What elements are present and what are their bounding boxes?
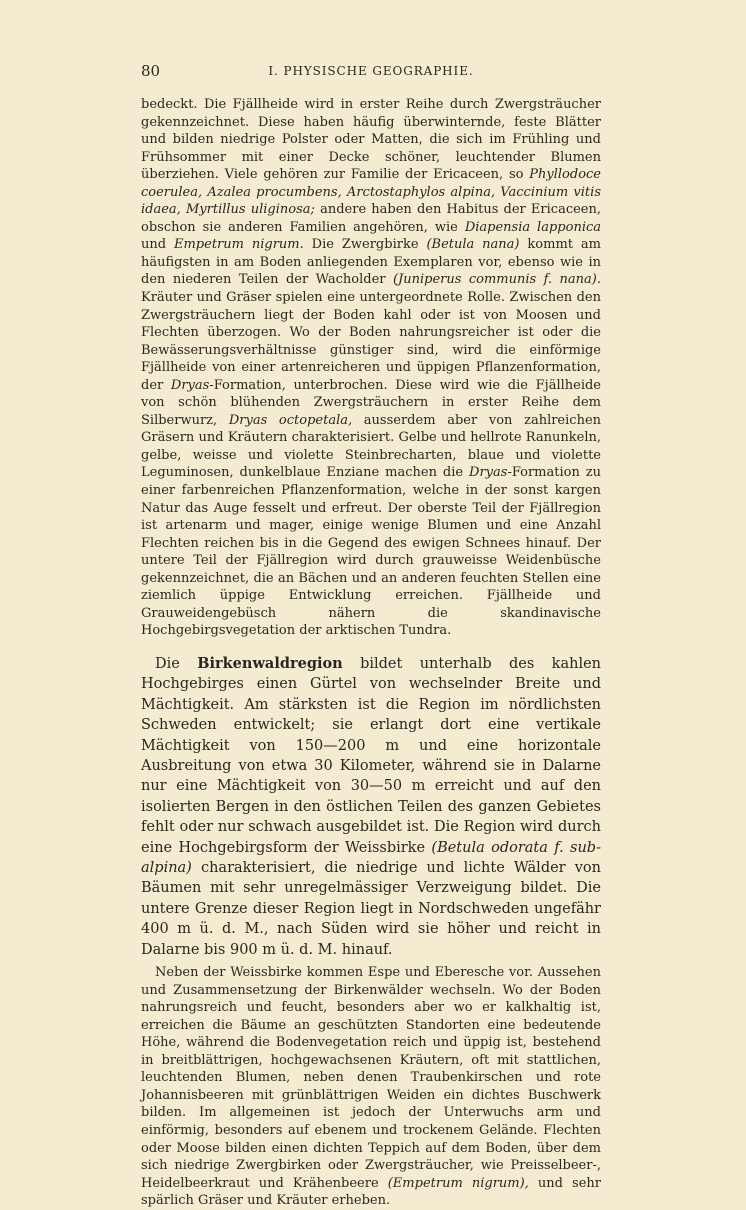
italic-run: (Juniperus communis f. nana).	[392, 272, 601, 288]
text-run: Neben der Weissbirke kommen Espe und Eberesche vor. Aussehen und Zusammensetzung der Birkenwälder wechseln. Wo der Boden nahrungsreich und feucht, besonders aber wo er kalkhaltig ist, erreichen die Bäume an geschützten Standorten eine bedeutende Höhe, während die Bodenvegetation reich und üppig ist, bestehend in breitblättrigen, hochgewachsenen Kräutern, oft mit stattlichen, leuchtenden Blumen, neben denen Traubenkirschen und rote Johannisbeeren mit grünblättrigen Weiden ein dichtes Buschwerk bilden. Im allgemeinen ist jedoch der Unterwuchs arm und einförmig, besonders auf ebenem und trockenem Gelände. Flechten oder Moose bilden einen dichten Teppich auf dem Boden, über dem sich niedrige Zwergbirken oder Zwergsträucher, wie Preisselbeer-, Heidelbeerkraut und Krähenbeere	[141, 965, 601, 1191]
running-head: I. PHYSISCHE GEOGRAPHIE.	[268, 64, 474, 78]
text-run: Die Zwergbirke	[303, 237, 427, 253]
paragraph-birkenwaldregion	[141, 654, 601, 960]
text-run: bildet unterhalb des kahlen Hochgebirges einen Gürtel von wechselnder Breite und Mächtigkeit. Am stärksten ist die Region im nördlichsten Schweden entwickelt; sie erlangt dort eine vertikale Mächtigkeit von 150—200 m und eine horizontale Ausbreitung von etwa 30 Kilometer, während sie in Dalarne nur eine Mächtigkeit von 30—50 m erreicht und auf den isolierten Bergen in den östlichen Teilen des ganzen Gebietes fehlt oder nur schwach ausgebildet ist. Die Region wird durch eine Hochgebirgsform der Weissbirke	[141, 655, 602, 856]
italic-run: (Empetrum nigrum),	[387, 1175, 529, 1191]
italic-run: Phyllodoce coerulea, Azalea procumbens, Arctostaphylos alpina, Vaccinium vitis idaea, Myrtillus uliginosa;	[141, 167, 601, 218]
page-number: 80	[141, 62, 161, 80]
section-keyword: Birkenwaldregion	[197, 654, 343, 672]
text-run: und sehr spärlich Gräser und Kräuter erheben.	[141, 1175, 601, 1209]
italic-run: Diapensia lapponica	[464, 219, 602, 235]
paragraph-fjallheide	[141, 96, 601, 640]
italic-run: Dryas	[469, 465, 508, 481]
text-run: und	[141, 237, 174, 253]
text-run: Kräuter und Gräser spielen eine untergeordnete Rolle. Zwischen den Zwergsträuchern liegt der Boden kahl oder ist von Moosen und Flechten überzogen. Wo der Boden nahrungsreicher ist oder die Bewässerungsverhältnisse günstiger sind, wird die einförmige Fjällheide von einer artenreicheren und üppigen Pflanzenformation, der	[141, 290, 601, 393]
italic-run: Dryas	[170, 377, 210, 393]
text-run: Die	[155, 655, 198, 672]
text-run: andere haben den Habitus der Ericaceen, obschon sie anderen Familien angehören, wie	[141, 202, 601, 235]
italic-run: (Betula odorata f. subalpina)	[141, 839, 601, 877]
page-header	[141, 62, 601, 86]
text-run: -Formation, unterbrochen. Diese wird wie die Fjällheide von schön blühenden Zwergsträuchern in erster Reihe dem Silberwurz,	[141, 377, 601, 428]
paragraph-birkenwald-details	[141, 964, 601, 1210]
italic-run: (Betula nana)	[426, 237, 520, 253]
text-run: bedeckt. Die Fjällheide wird in erster Reihe durch Zwergsträucher gekennzeichnet. Diese haben häufig überwinternde, feste Blätter und bilden niedrige Polster oder Matten, die sich im Frühling und Frühsommer mit einer Decke schöner, leuchtender Blumen überziehen. Viele gehören zur Familie der Ericaceen, so	[141, 97, 601, 183]
italic-run: Dryas octopetala,	[228, 412, 353, 428]
text-run: kommt am häufigsten in am Boden anliegenden Exemplaren vor, ebenso wie in den niederen Teilen der Wacholder	[141, 237, 601, 288]
italic-run: Empetrum nigrum.	[173, 237, 304, 253]
text-run: charakterisiert, die niedrige und lichte Wälder von Bäumen mit sehr unregelmässiger Verzweigung bildet. Die untere Grenze dieser Region liegt in Nordschweden ungefähr 400 m ü. d. M., nach Süden wird sie höher und reicht in Dalarne bis 900 m ü. d. M. hinauf.	[141, 860, 601, 958]
text-run: ausserdem aber von zahlreichen Gräsern und Kräutern charakterisiert. Gelbe und hellrote Ranunkeln, gelbe, weisse und violette Steinbrecharten, blaue und violette Leguminosen, dunkelblaue Enziane machen die	[141, 412, 602, 481]
page-body	[141, 96, 601, 1210]
text-run: -Formation zu einer farbenreichen Pflanzenformation, welche in der sonst kargen Natur das Auge fesselt und erfreut. Der oberste Teil der Fjällregion ist artenarm und mager, einige wenige Blumen und eine Anzahl Flechten reichen bis in die Gegend des ewigen Schnees hinauf. Der untere Teil der Fjällregion wird durch grauweisse Weidenbüsche gekennzeichnet, die an Bächen und an anderen feuchten Stellen eine ziemlich üppige Entwicklung erreichen. Fjällheide und Grauweidengebüsch nähern die skandinavische Hochgebirgsvegetation der arktischen Tundra.	[141, 465, 602, 639]
